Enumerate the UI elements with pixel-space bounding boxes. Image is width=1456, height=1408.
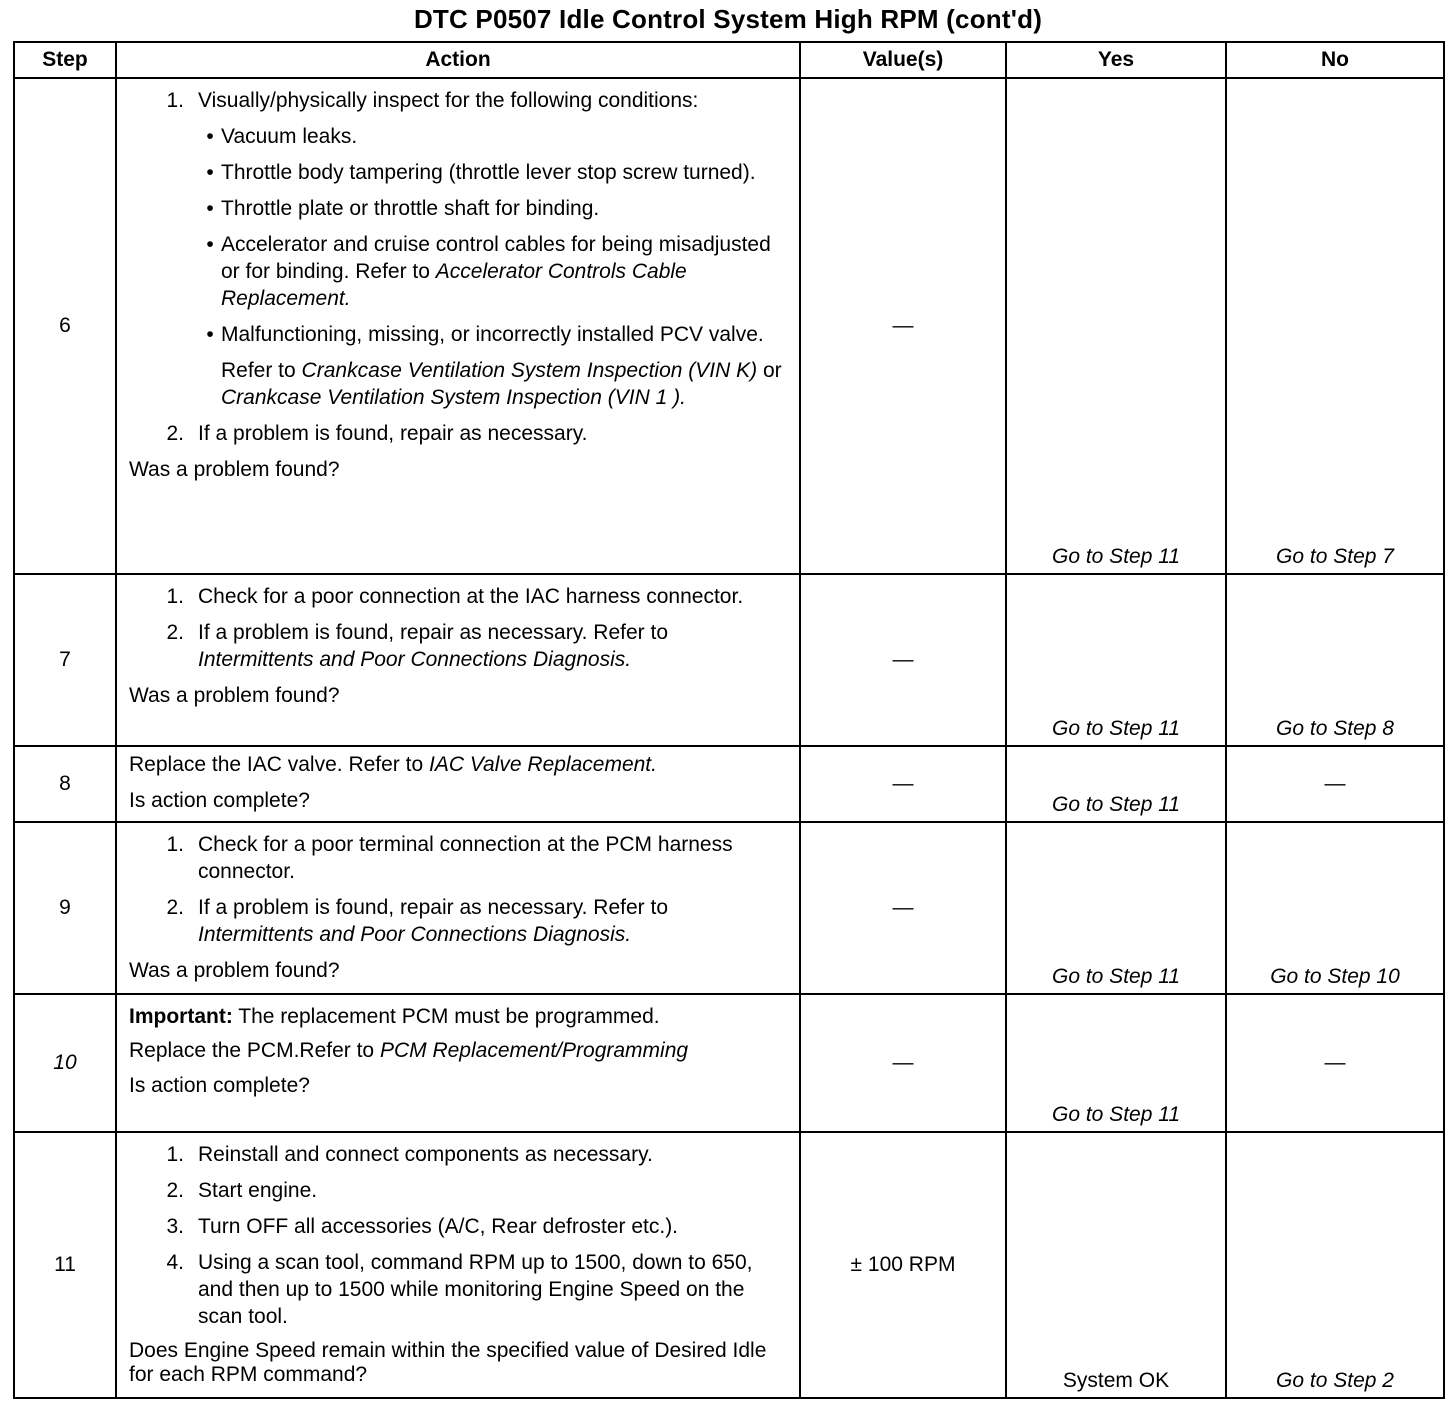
action-text: Replace the IAC valve. Refer to IAC Valve Replacement. bbox=[129, 753, 657, 776]
action-item: 4. Using a scan tool, command RPM up to 1500, down to 650, and then up to 1500 while monitoring Engine Speed on the scan tool. bbox=[166, 1251, 753, 1328]
reference-link: Crankcase Ventilation System Inspection (VIN K) bbox=[301, 359, 758, 382]
condition-item: • Throttle plate or throttle shaft for binding. bbox=[206, 197, 600, 220]
yes-cell: Go to Step 11 bbox=[1006, 574, 1226, 746]
table-row-step-11 bbox=[14, 1132, 1444, 1398]
yes-cell: Go to Step 11 bbox=[1006, 78, 1226, 574]
question-text: Was a problem found? bbox=[129, 458, 340, 481]
table-row-step-7 bbox=[14, 574, 1444, 746]
table-row-step-10 bbox=[14, 994, 1444, 1132]
step-number: 10 bbox=[14, 994, 116, 1132]
header-row bbox=[14, 42, 1444, 78]
page-title: DTC P0507 Idle Control System High RPM (cont'd) bbox=[413, 4, 1043, 34]
table-row-step-8 bbox=[14, 746, 1444, 822]
action-cell bbox=[116, 994, 800, 1132]
reference-link: IAC Valve Replacement. bbox=[428, 753, 657, 776]
question-text: Does Engine Speed remain within the specified value of Desired Idle for each RPM command? bbox=[129, 1339, 767, 1386]
condition-item: • Throttle body tampering (throttle lever stop screw turned). bbox=[206, 161, 756, 184]
action-item: 2. Start engine. bbox=[166, 1179, 318, 1202]
question-text: Is action complete? bbox=[129, 789, 310, 812]
value-cell: — bbox=[800, 822, 1006, 994]
action-item: 1. Check for a poor terminal connection at the PCM harness connector. bbox=[166, 833, 733, 883]
action-cell bbox=[116, 78, 800, 574]
no-cell: — bbox=[1226, 994, 1444, 1132]
action-text: Replace the PCM.Refer to PCM Replacement/Programming bbox=[129, 1039, 689, 1062]
action-item: 3. Turn OFF all accessories (A/C, Rear defroster etc.). bbox=[166, 1215, 679, 1238]
step-number: 9 bbox=[14, 822, 116, 994]
no-cell: Go to Step 8 bbox=[1226, 574, 1444, 746]
reference-link: Accelerator Controls Cable Replacement. bbox=[221, 260, 687, 310]
action-item: 1. Check for a poor connection at the IAC harness connector. bbox=[166, 585, 744, 608]
reference-link: Intermittents and Poor Connections Diagnosis. bbox=[198, 923, 632, 946]
header-step: Step bbox=[14, 42, 116, 78]
condition-item: • Vacuum leaks. bbox=[206, 125, 358, 148]
condition-item: • Malfunctioning, missing, or incorrectly installed PCV valve. bbox=[206, 323, 764, 346]
important-note: Important: The replacement PCM must be programmed. bbox=[129, 1005, 660, 1028]
reference-link: PCM Replacement/Programming bbox=[379, 1039, 689, 1062]
no-cell: — bbox=[1226, 746, 1444, 822]
yes-cell: Go to Step 11 bbox=[1006, 822, 1226, 994]
reference-link: Intermittents and Poor Connections Diagnosis. bbox=[198, 648, 632, 671]
no-cell: Go to Step 2 bbox=[1226, 1132, 1444, 1398]
table-row-step-6 bbox=[14, 78, 1444, 574]
question-text: Was a problem found? bbox=[129, 684, 340, 707]
step-number: 7 bbox=[14, 574, 116, 746]
action-item: 1. Visually/physically inspect for the following conditions: bbox=[166, 89, 699, 112]
action-item: 1. Reinstall and connect components as necessary. bbox=[166, 1143, 653, 1166]
condition-item: • Accelerator and cruise control cables for being misadjusted or for binding. Refer to Accelerator Controls Cable Replacement. bbox=[206, 233, 771, 310]
value-cell: — bbox=[800, 574, 1006, 746]
reference-link: Crankcase Ventilation System Inspection (VIN 1 ). bbox=[221, 386, 686, 409]
refer-note: Refer to Crankcase Ventilation System Inspection (VIN K) or Crankcase Ventilation System Inspection (VIN 1 ). bbox=[221, 359, 782, 409]
question-text: Was a problem found? bbox=[129, 959, 340, 982]
action-item: 2. If a problem is found, repair as necessary. Refer to Intermittents and Poor Connections Diagnosis. bbox=[166, 621, 668, 671]
diagnostic-table bbox=[13, 41, 1445, 1399]
action-cell bbox=[116, 822, 800, 994]
value-cell: — bbox=[800, 746, 1006, 822]
no-cell: Go to Step 7 bbox=[1226, 78, 1444, 574]
action-cell bbox=[116, 1132, 800, 1398]
no-cell: Go to Step 10 bbox=[1226, 822, 1444, 994]
value-cell: — bbox=[800, 994, 1006, 1132]
yes-cell: Go to Step 11 bbox=[1006, 994, 1226, 1132]
yes-cell: Go to Step 11 bbox=[1006, 746, 1226, 822]
step-number: 11 bbox=[14, 1132, 116, 1398]
table-row-step-9 bbox=[14, 822, 1444, 994]
action-cell bbox=[116, 746, 800, 822]
header-values: Value(s) bbox=[800, 42, 1006, 78]
value-cell: — bbox=[800, 78, 1006, 574]
step-number: 6 bbox=[14, 78, 116, 574]
value-cell: ± 100 RPM bbox=[800, 1132, 1006, 1398]
action-item: 2. If a problem is found, repair as necessary. Refer to Intermittents and Poor Connections Diagnosis. bbox=[166, 896, 668, 946]
action-item: 2. If a problem is found, repair as necessary. bbox=[166, 422, 588, 445]
question-text: Is action complete? bbox=[129, 1074, 310, 1097]
action-cell bbox=[116, 574, 800, 746]
step-number: 8 bbox=[14, 746, 116, 822]
header-yes: Yes bbox=[1006, 42, 1226, 78]
header-action: Action bbox=[116, 42, 800, 78]
yes-cell: System OK bbox=[1006, 1132, 1226, 1398]
header-no: No bbox=[1226, 42, 1444, 78]
